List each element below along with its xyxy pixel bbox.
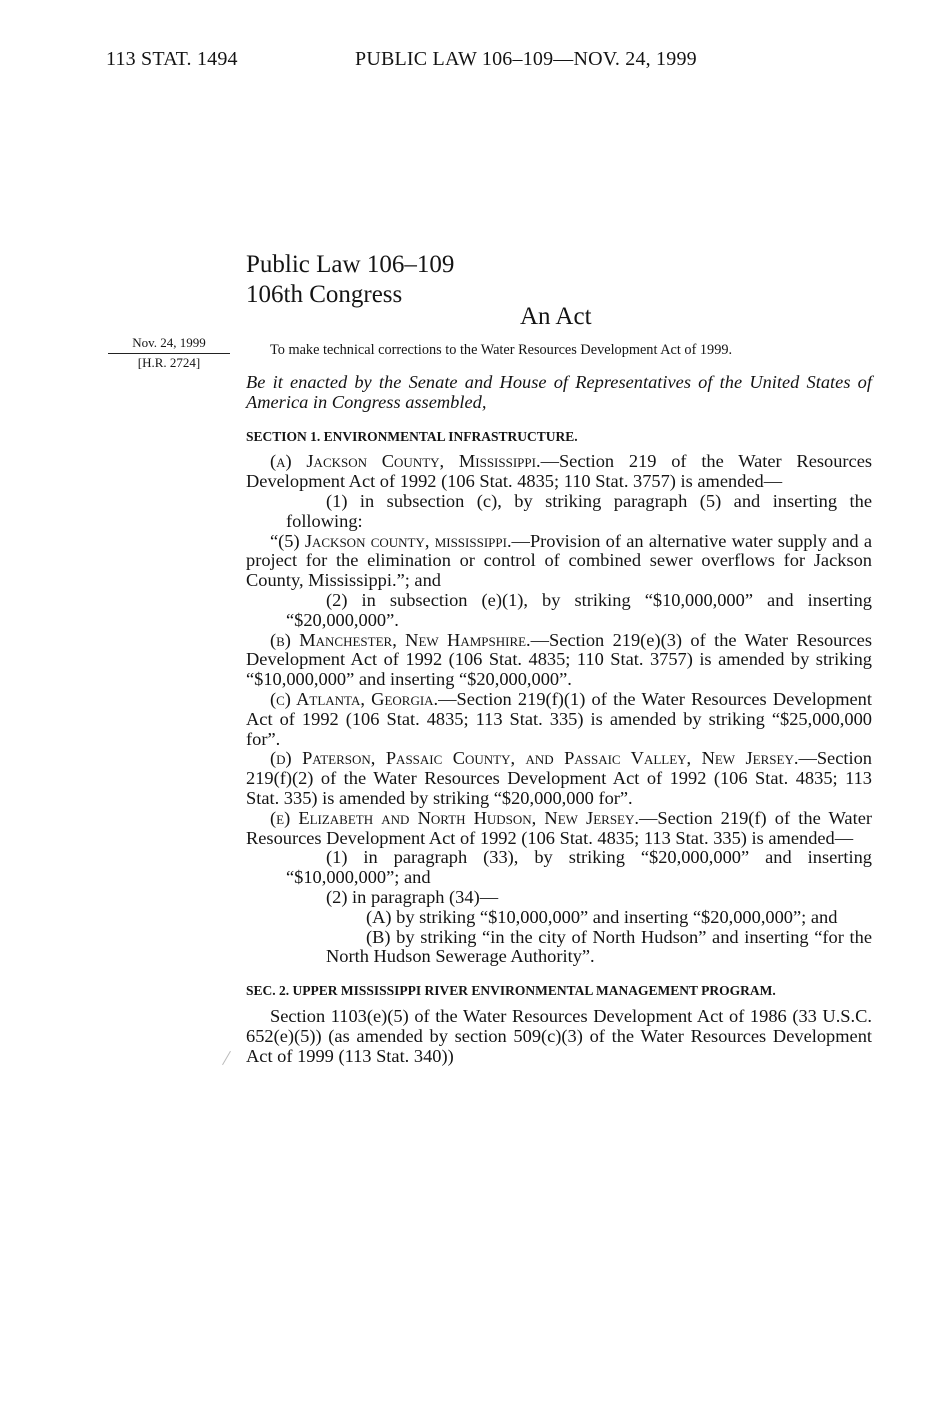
margin-bill-number: [H.R. 2724]	[137, 355, 201, 370]
paragraph-a1: (1) in subsection (c), by striking paragraph (5) and inserting the following:	[286, 490, 872, 531]
act-body	[246, 373, 872, 1066]
subsection-b-heading: (b) Manchester, New Hampshire.	[270, 629, 531, 650]
quoted-paragraph-5	[246, 532, 872, 591]
paragraph-e2: (2) in paragraph (34)—	[326, 886, 499, 907]
subsection-c-heading: (c) Atlanta, Georgia.	[270, 688, 439, 709]
paragraph-a2: (2) in subsection (e)(1), by striking “$10,000,000” and inserting “$20,000,000”.	[286, 589, 872, 630]
enacting-clause: Be it enacted by the Senate and House of Representatives of the United States of America in Congress assembled,	[246, 372, 872, 412]
section-2-text: Section 1103(e)(5) of the Water Resources Development Act of 1986 (33 U.S.C. 652(e)(5)) (as amended by section 509(c)(3) of the Water Resources Development Act of 1999 (113 Stat. 340))	[246, 1005, 872, 1066]
subparagraph-e2B: (B) by striking “in the city of North Hudson” and inserting “for the North Hudson Sewerage Authority”.	[326, 926, 872, 967]
subsection-c	[246, 690, 872, 749]
subsection-a	[246, 452, 872, 492]
quoted-paragraph-text: —Provision of an alternative water supply and a project for the elimination or control of combined sewer overflows for Jackson County, Mississippi.”; and	[246, 530, 872, 591]
subsection-a-text: —Section 219 of the Water Resources Development Act of 1992 (106 Stat. 4835; 110 Stat. 3757) is amended—	[246, 451, 873, 492]
subsection-c-text: —Section 219(f)(1) of the Water Resources Development Act of 1992 (106 Stat. 4835; 113 Stat. 335) is amended by striking “$25,000,000 for”.	[246, 688, 872, 749]
subsection-e-heading: (e) Elizabeth and North Hudson, New Jersey.	[270, 807, 639, 828]
subsection-d-heading: (d) Paterson, Passaic County, and Passaic Valley, New Jersey.	[270, 748, 799, 769]
act-heading: An Act	[520, 303, 592, 330]
section-1-heading: SECTION 1. ENVIRONMENTAL INFRASTRUCTURE.	[246, 428, 578, 444]
public-law-number: Public Law 106–109	[246, 251, 455, 278]
subsection-d-text: —Section 219(f)(2) of the Water Resources Development Act of 1992 (106 Stat. 4835; 113 Stat. 335) is amended by striking “$20,000,000 for”.	[246, 748, 872, 808]
subsection-e-text: —Section 219(f) of the Water Resources Development Act of 1992 (106 Stat. 4835; 113 Stat. 335) is amended—	[246, 807, 872, 848]
subsection-d	[246, 749, 872, 808]
law-date-header: PUBLIC LAW 106–109—NOV. 24, 1999	[355, 48, 697, 70]
subsection-a-heading: (a) Jackson County, Mississippi.	[270, 451, 541, 472]
subsection-b-text: —Section 219(e)(3) of the Water Resources Development Act of 1992 (106 Stat. 4835; 110 Stat. 3757) is amended by striking “$10,000,000” and inserting “$20,000,000”.	[246, 629, 872, 690]
act-purpose: To make technical corrections to the Water Resources Development Act of 1999.	[270, 342, 733, 358]
subparagraph-e2A: (A) by striking “$10,000,000” and inserting “$20,000,000”; and	[366, 906, 838, 927]
title-block	[246, 250, 454, 310]
stat-citation: 113 STAT. 1494	[106, 48, 238, 70]
scan-mark	[222, 1051, 231, 1065]
subsection-b	[246, 631, 872, 690]
margin-date: Nov. 24, 1999	[108, 334, 230, 354]
subsection-e	[246, 809, 872, 849]
section-2-heading: SEC. 2. UPPER MISSISSIPPI RIVER ENVIRONMENTAL MANAGEMENT PROGRAM.	[246, 983, 776, 999]
margin-note	[108, 334, 230, 372]
congress-number: 106th Congress	[246, 281, 403, 308]
paragraph-e1: (1) in paragraph (33), by striking “$20,000,000” and inserting “$10,000,000”; and	[286, 847, 872, 888]
quoted-paragraph-heading: “(5) Jackson county, mississippi.	[270, 530, 512, 551]
